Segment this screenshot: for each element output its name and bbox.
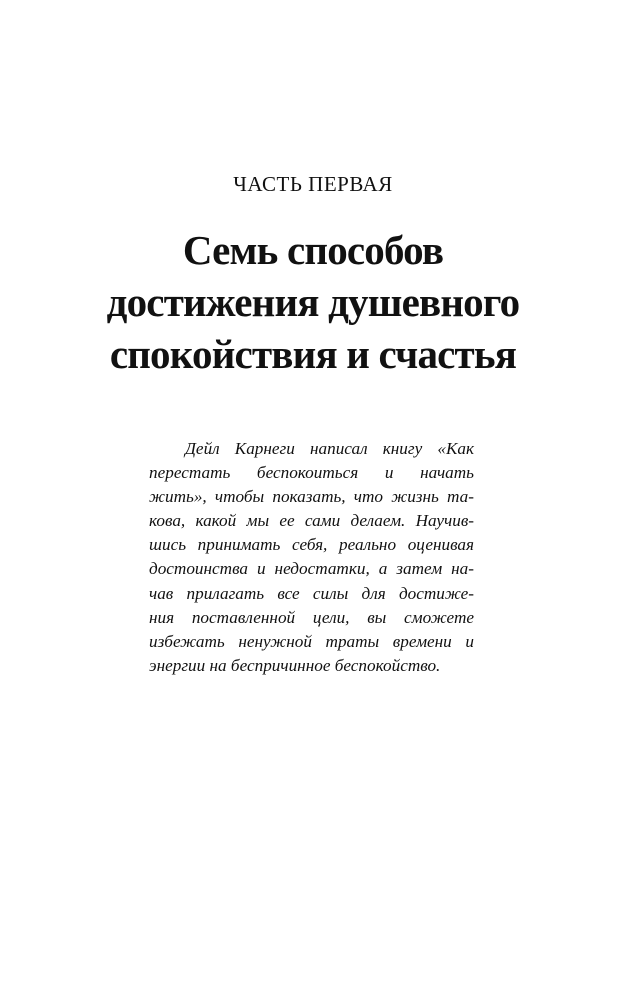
title-line: Семь способов	[182, 227, 444, 273]
epigraph-line: достоинства и недостатки, а затем на-	[149, 559, 474, 579]
chapter-title	[40, 224, 586, 380]
part-label: ЧАСТЬ ПЕРВАЯ	[233, 172, 393, 196]
epigraph-line: Дейл Карнеги написал книгу «Как	[185, 439, 474, 458]
title-line: достижения душевного	[106, 279, 520, 325]
epigraph-line: перестать беспокоиться и начать	[149, 463, 474, 483]
epigraph-line: чав прилагать все силы для достиже-	[149, 583, 474, 603]
epigraph-line: энергии на беспричинное беспокойство.	[149, 655, 441, 675]
epigraph-line: ния поставленной цели, вы сможете	[149, 607, 474, 627]
epigraph-line: избежать ненужной траты времени и	[149, 631, 474, 651]
epigraph-line: жить», чтобы показать, что жизнь та-	[149, 487, 474, 507]
title-line: спокойствия и счастья	[109, 331, 517, 377]
epigraph-paragraph	[149, 437, 474, 678]
epigraph-line: шись принимать себя, реально оценивая	[149, 535, 474, 555]
epigraph-line: кова, какой мы ее сами делаем. Научив-	[149, 511, 474, 531]
